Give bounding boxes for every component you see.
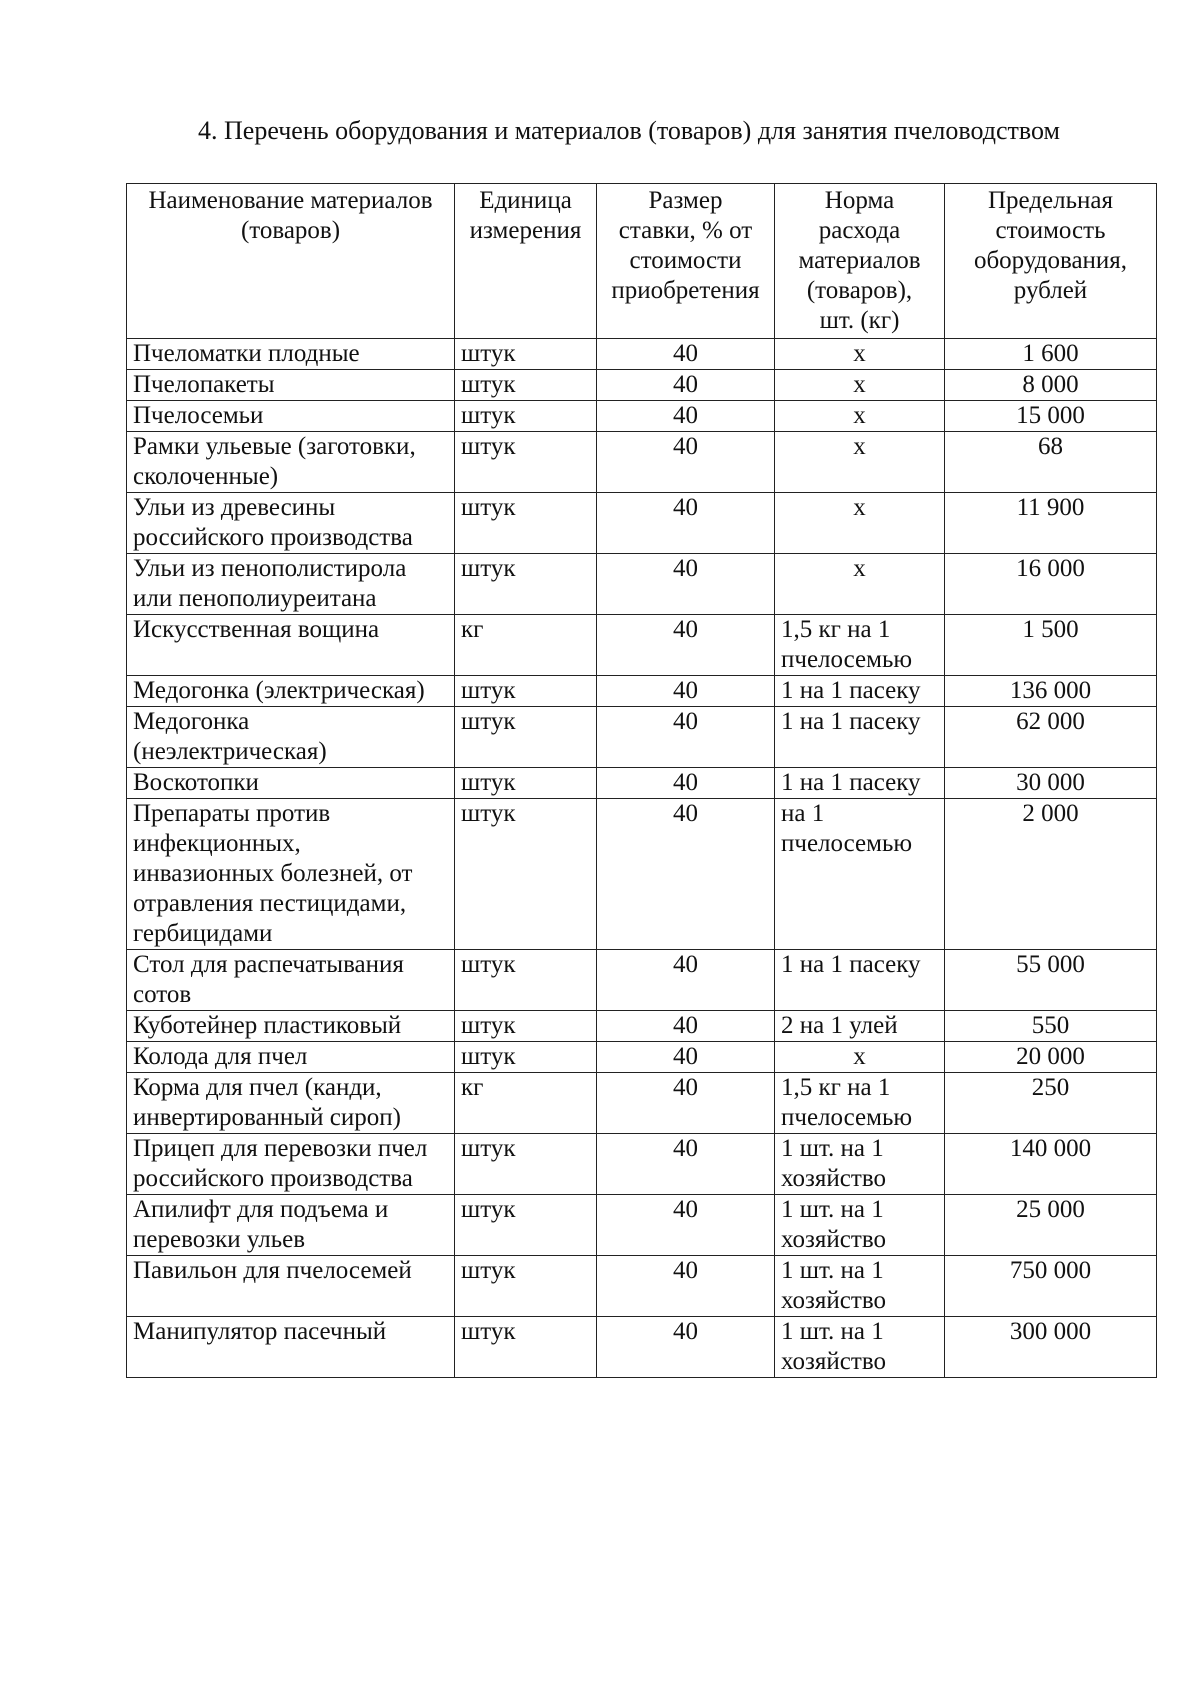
- cell-norm: на 1 пчелосемью: [775, 799, 945, 950]
- table-row: [127, 554, 1157, 615]
- cell-name: Пчеломатки плодные: [127, 339, 455, 370]
- cell-rate: 40: [597, 493, 775, 554]
- cell-norm: 1,5 кг на 1 пчелосемью: [775, 1073, 945, 1134]
- cell-price: 2 000: [945, 799, 1157, 950]
- cell-price: 136 000: [945, 676, 1157, 707]
- cell-rate: 40: [597, 676, 775, 707]
- cell-name: Куботейнер пластиковый: [127, 1011, 455, 1042]
- cell-rate: 40: [597, 1073, 775, 1134]
- cell-rate: 40: [597, 1011, 775, 1042]
- page-title: 4. Перечень оборудования и материалов (товаров) для занятия пчеловодством: [198, 116, 1060, 145]
- cell-rate: 40: [597, 370, 775, 401]
- cell-price: 140 000: [945, 1134, 1157, 1195]
- table-row: [127, 1195, 1157, 1256]
- table-header-row: [127, 184, 1157, 339]
- table-row: [127, 370, 1157, 401]
- cell-unit: штук: [455, 554, 597, 615]
- cell-rate: 40: [597, 1042, 775, 1073]
- header-rate: Размер ставки, % от стоимости приобретения: [597, 184, 775, 339]
- cell-rate: 40: [597, 799, 775, 950]
- cell-unit: штук: [455, 1317, 597, 1378]
- cell-rate: 40: [597, 401, 775, 432]
- cell-rate: 40: [597, 1256, 775, 1317]
- cell-name: Воскотопки: [127, 768, 455, 799]
- cell-norm: 1 на 1 пасеку: [775, 707, 945, 768]
- table-row: [127, 1011, 1157, 1042]
- cell-unit: штук: [455, 1042, 597, 1073]
- cell-name: Медогонка (электрическая): [127, 676, 455, 707]
- cell-unit: штук: [455, 950, 597, 1011]
- cell-rate: 40: [597, 950, 775, 1011]
- cell-price: 16 000: [945, 554, 1157, 615]
- cell-unit: штук: [455, 370, 597, 401]
- cell-price: 250: [945, 1073, 1157, 1134]
- cell-unit: штук: [455, 1134, 597, 1195]
- cell-norm: 1 шт. на 1 хозяйство: [775, 1134, 945, 1195]
- cell-price: 750 000: [945, 1256, 1157, 1317]
- cell-norm: 1 шт. на 1 хозяйство: [775, 1195, 945, 1256]
- cell-unit: штук: [455, 432, 597, 493]
- table-row: [127, 799, 1157, 950]
- cell-unit: штук: [455, 1011, 597, 1042]
- cell-price: 8 000: [945, 370, 1157, 401]
- cell-rate: 40: [597, 339, 775, 370]
- cell-norm: x: [775, 339, 945, 370]
- cell-unit: штук: [455, 707, 597, 768]
- cell-price: 1 600: [945, 339, 1157, 370]
- cell-norm: 1 на 1 пасеку: [775, 676, 945, 707]
- cell-price: 15 000: [945, 401, 1157, 432]
- cell-rate: 40: [597, 554, 775, 615]
- cell-rate: 40: [597, 432, 775, 493]
- table-row: [127, 1256, 1157, 1317]
- cell-unit: штук: [455, 339, 597, 370]
- cell-norm: x: [775, 493, 945, 554]
- equipment-table: [126, 183, 1157, 1378]
- cell-name: Стол для распечатывания сотов: [127, 950, 455, 1011]
- cell-price: 300 000: [945, 1317, 1157, 1378]
- cell-norm: x: [775, 432, 945, 493]
- cell-price: 62 000: [945, 707, 1157, 768]
- cell-norm: 1 шт. на 1 хозяйство: [775, 1317, 945, 1378]
- table-row: [127, 615, 1157, 676]
- table-row: [127, 768, 1157, 799]
- cell-name: Павильон для пчелосемей: [127, 1256, 455, 1317]
- cell-name: Искусственная вощина: [127, 615, 455, 676]
- table-row: [127, 950, 1157, 1011]
- cell-unit: штук: [455, 1195, 597, 1256]
- table-row: [127, 707, 1157, 768]
- header-price: Предельная стоимость оборудования, рублей: [945, 184, 1157, 339]
- cell-rate: 40: [597, 707, 775, 768]
- cell-unit: штук: [455, 1256, 597, 1317]
- cell-norm: x: [775, 370, 945, 401]
- header-norm: Норма расхода материалов (товаров), шт. (кг): [775, 184, 945, 339]
- table-row: [127, 1042, 1157, 1073]
- cell-rate: 40: [597, 1195, 775, 1256]
- cell-name: Пчелосемьи: [127, 401, 455, 432]
- cell-norm: 1 шт. на 1 хозяйство: [775, 1256, 945, 1317]
- cell-name: Прицеп для перевозки пчел российского производства: [127, 1134, 455, 1195]
- header-name: Наименование материалов (товаров): [127, 184, 455, 339]
- header-unit: Единица измерения: [455, 184, 597, 339]
- table-row: [127, 1073, 1157, 1134]
- table-row: [127, 339, 1157, 370]
- cell-norm: 1,5 кг на 1 пчелосемью: [775, 615, 945, 676]
- cell-rate: 40: [597, 1134, 775, 1195]
- cell-norm: 2 на 1 улей: [775, 1011, 945, 1042]
- cell-unit: штук: [455, 799, 597, 950]
- cell-name: Манипулятор пасечный: [127, 1317, 455, 1378]
- table-row: [127, 1134, 1157, 1195]
- table-row: [127, 432, 1157, 493]
- cell-name: Медогонка (неэлектрическая): [127, 707, 455, 768]
- cell-norm: 1 на 1 пасеку: [775, 768, 945, 799]
- cell-unit: штук: [455, 768, 597, 799]
- cell-rate: 40: [597, 1317, 775, 1378]
- cell-price: 55 000: [945, 950, 1157, 1011]
- table-row: [127, 493, 1157, 554]
- table-body: [127, 339, 1157, 1378]
- cell-norm: x: [775, 1042, 945, 1073]
- cell-unit: штук: [455, 493, 597, 554]
- cell-price: 30 000: [945, 768, 1157, 799]
- cell-unit: штук: [455, 401, 597, 432]
- cell-name: Ульи из древесины российского производства: [127, 493, 455, 554]
- cell-price: 11 900: [945, 493, 1157, 554]
- cell-unit: кг: [455, 1073, 597, 1134]
- cell-name: Корма для пчел (канди, инвертированный сироп): [127, 1073, 455, 1134]
- cell-rate: 40: [597, 768, 775, 799]
- cell-norm: x: [775, 401, 945, 432]
- cell-name: Ульи из пенополистирола или пенополиуреитана: [127, 554, 455, 615]
- cell-unit: штук: [455, 676, 597, 707]
- cell-price: 68: [945, 432, 1157, 493]
- cell-name: Апилифт для подъема и перевозки ульев: [127, 1195, 455, 1256]
- cell-norm: x: [775, 554, 945, 615]
- cell-rate: 40: [597, 615, 775, 676]
- table-row: [127, 401, 1157, 432]
- cell-price: 25 000: [945, 1195, 1157, 1256]
- table-row: [127, 1317, 1157, 1378]
- cell-name: Препараты против инфекционных, инвазионных болезней, от отравления пестицидами, гербицидами: [127, 799, 455, 950]
- cell-norm: 1 на 1 пасеку: [775, 950, 945, 1011]
- cell-name: Рамки ульевые (заготовки, сколоченные): [127, 432, 455, 493]
- cell-name: Пчелопакеты: [127, 370, 455, 401]
- cell-name: Колода для пчел: [127, 1042, 455, 1073]
- cell-price: 20 000: [945, 1042, 1157, 1073]
- cell-price: 550: [945, 1011, 1157, 1042]
- cell-unit: кг: [455, 615, 597, 676]
- table-row: [127, 676, 1157, 707]
- cell-price: 1 500: [945, 615, 1157, 676]
